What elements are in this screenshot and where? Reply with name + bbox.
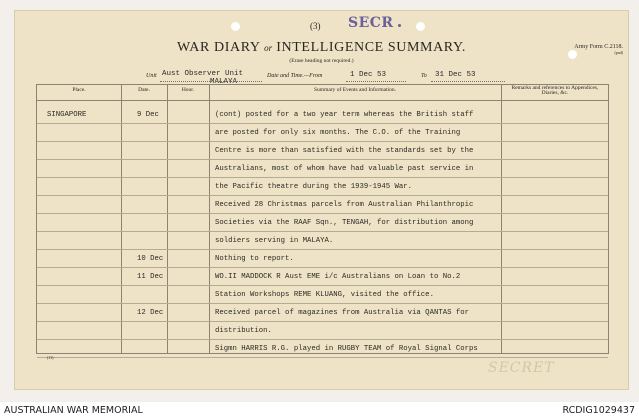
unit-underline (160, 81, 262, 82)
date-label: Date and Time.—From (267, 73, 323, 79)
page-number: (3) (310, 21, 321, 31)
col-hour: Hour. (181, 87, 195, 93)
row-summary: Societies via the RAAF Sqn., TENGAH, for distribution among (215, 219, 474, 227)
army-form-sub: (pad) (614, 50, 623, 55)
row-rule (37, 213, 608, 214)
row-rule (37, 249, 608, 250)
unit-label: Unit (146, 73, 157, 79)
title-intelligence-summary: INTELLIGENCE SUMMARY. (276, 40, 466, 55)
col-summary: Summary of Events and Information. (313, 87, 397, 93)
row-summary: Nothing to report. (215, 255, 294, 263)
row-rule (37, 123, 608, 124)
army-form-label (551, 44, 623, 55)
row-rule (37, 285, 608, 286)
col-date: Date. (138, 87, 150, 93)
row-summary: distribution. (215, 327, 272, 335)
row-summary: Station Workshops REME KLUANG, visited the office. (215, 291, 434, 299)
row-summary: Received 28 Christmas parcels from Australian Philanthropic (215, 201, 474, 209)
col-divider-2 (167, 85, 168, 353)
stamp-dot (398, 24, 401, 27)
row-rule (37, 177, 608, 178)
unit-value: Aust Observer Unit (162, 70, 244, 78)
date-to-underline (431, 81, 505, 82)
archive-footer (0, 402, 639, 419)
unit-value-2: MALAYA (210, 78, 238, 86)
table-header (37, 85, 608, 101)
row-date: 12 Dec (137, 309, 164, 317)
row-date: 9 Dec (137, 111, 159, 119)
row-summary: WO.II MADDOCK R Aust EME i/c Australians on Loan to No.2 (215, 273, 461, 281)
row-summary: soldiers serving in MALAYA. (215, 237, 334, 245)
secret-stamp: SECR (348, 15, 394, 31)
row-date: 11 Dec (137, 273, 164, 281)
row-date: 10 Dec (137, 255, 164, 263)
col-remarks: Remarks and references to Appendices, Diaries, &c. (511, 85, 599, 96)
date-to-value: 31 Dec 53 (435, 71, 476, 79)
form-footnote: (11) (47, 355, 54, 360)
row-summary: the Pacific theatre during the 1939-1945 War. (215, 183, 413, 191)
army-form-number: Army Form C.2118. (574, 44, 623, 50)
faint-stamp: SECRET (488, 360, 555, 376)
archive-id: RCDIG1029437 (562, 405, 635, 416)
row-rule (37, 141, 608, 142)
col-divider-1 (121, 85, 122, 353)
date-to-label: To (421, 73, 427, 79)
row-rule (37, 357, 608, 358)
row-rule (37, 339, 608, 340)
row-rule (37, 267, 608, 268)
page-subtitle: (Erase heading not required.) (289, 58, 354, 64)
title-or: or (264, 43, 273, 53)
row-rule (37, 195, 608, 196)
title-war-diary: WAR DIARY (177, 40, 261, 55)
row-summary: are posted for only six months. The C.O. of the Training (215, 129, 461, 137)
col-divider-3 (209, 85, 210, 353)
row-place: SINGAPORE (47, 111, 87, 119)
diary-table (36, 84, 609, 354)
col-divider-4 (501, 85, 502, 353)
date-from-underline (346, 81, 406, 82)
page-title (14, 40, 629, 56)
punch-hole-right (416, 22, 425, 31)
row-rule (37, 231, 608, 232)
row-summary: Sigmn HARRIS R.G. played in RUGBY TEAM of Royal Signal Corps (215, 345, 478, 353)
row-summary: Australians, most of whom have had valuable past service in (215, 165, 474, 173)
row-summary: (cont) posted for a two year term whereas the British staff (215, 111, 474, 119)
row-rule (37, 159, 608, 160)
archive-name: AUSTRALIAN WAR MEMORIAL (4, 405, 143, 416)
row-summary: Centre is more than satisfied with the standards set by the (215, 147, 474, 155)
date-from-value: 1 Dec 53 (350, 71, 387, 79)
col-place: Place. (72, 87, 86, 93)
row-summary: Received parcel of magazines from Australia via QANTAS for (215, 309, 469, 317)
row-rule (37, 303, 608, 304)
punch-hole-left (231, 22, 240, 31)
row-rule (37, 321, 608, 322)
